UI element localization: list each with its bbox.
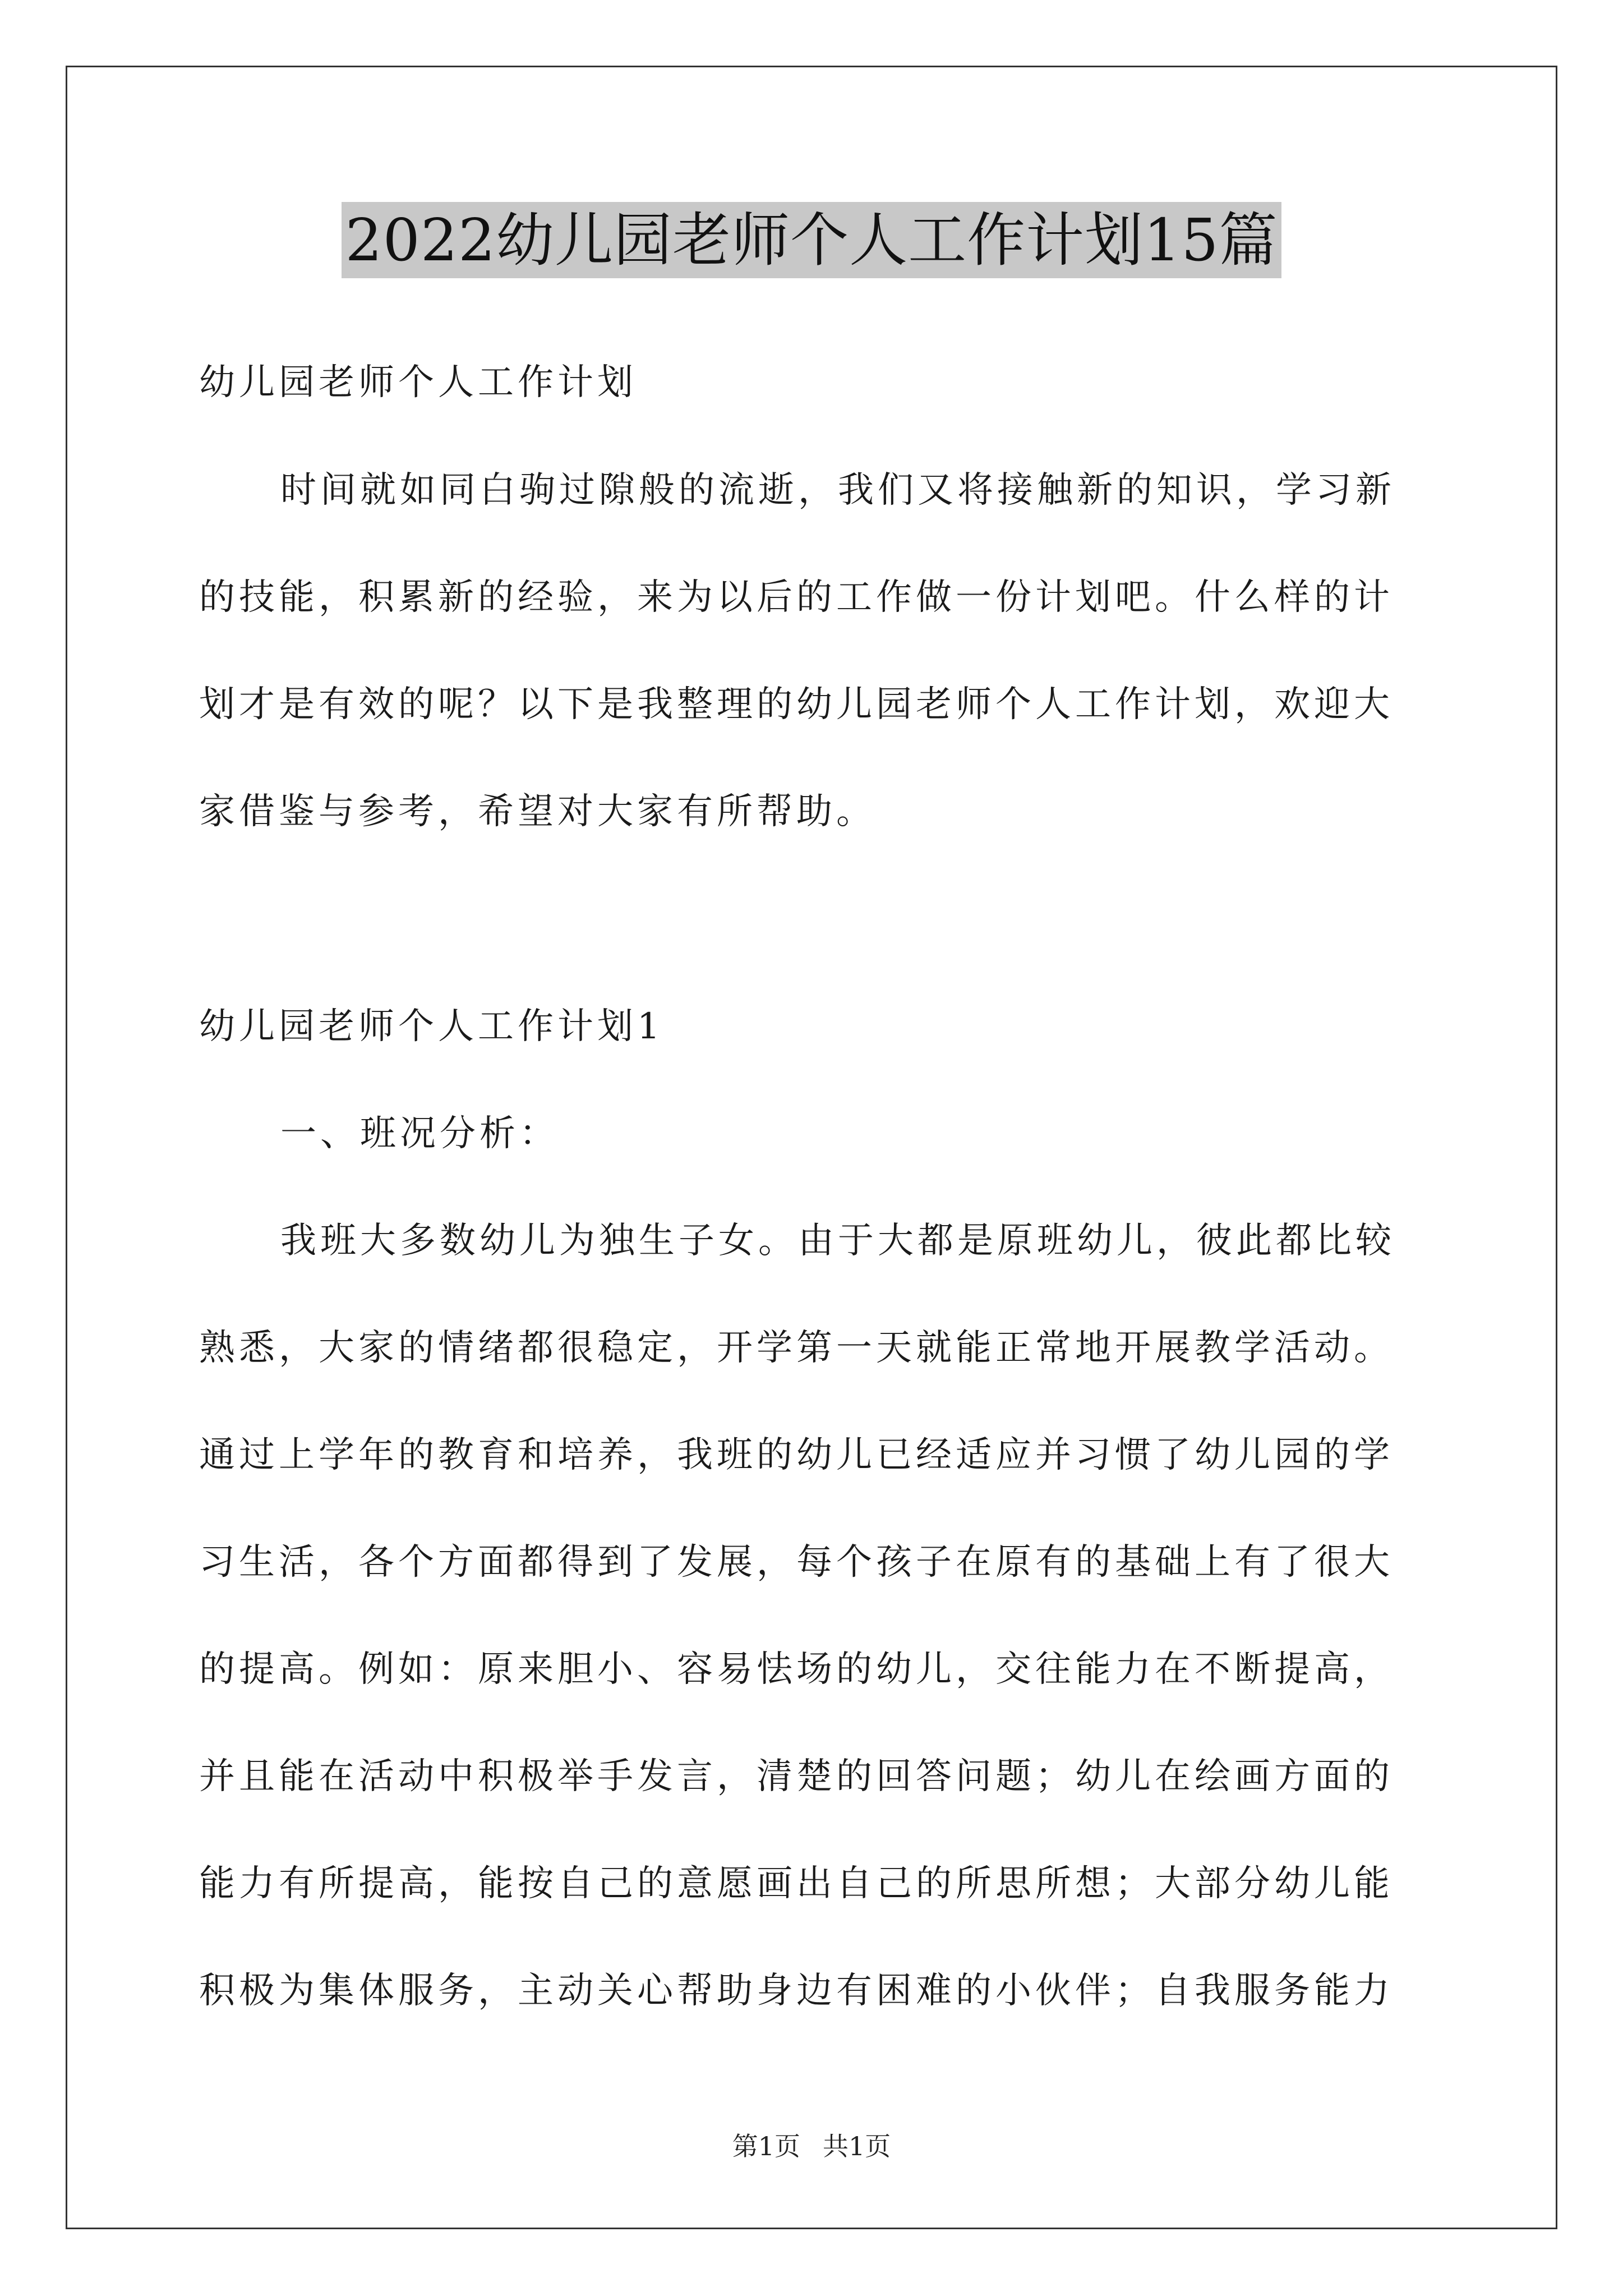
- paragraph-line: 的提高。例如：原来胆小、容易怯场的幼儿，交往能力在不断提高，: [199, 1649, 1394, 1690]
- subsection-heading: 一、班况分析：: [280, 1113, 559, 1154]
- page-number: 第1页: [732, 2131, 800, 2161]
- paragraph-line: 家借鉴与参考，希望对大家有所帮助。: [199, 791, 876, 832]
- title-container: [0, 202, 1623, 278]
- paragraph-line: 熟悉，大家的情绪都很稳定，开学第一天就能正常地开展教学活动。: [199, 1327, 1394, 1369]
- paragraph-line: 习生活，各个方面都得到了发展，每个孩子在原有的基础上有了很大: [199, 1542, 1394, 1583]
- section-heading-intro: 幼儿园老师个人工作计划: [199, 362, 637, 403]
- document-title: 2022幼儿园老师个人工作计划15篇: [342, 202, 1281, 278]
- page-total: 共1页: [823, 2131, 891, 2161]
- paragraph-line: 并且能在活动中积极举手发言，清楚的回答问题；幼儿在绘画方面的: [199, 1756, 1394, 1797]
- paragraph-line: 积极为集体服务，主动关心帮助身边有困难的小伙伴；自我服务能力: [199, 1970, 1394, 2012]
- section-heading-plan-1: 幼儿园老师个人工作计划1: [199, 1006, 664, 1047]
- paragraph-line: 通过上学年的教育和培养，我班的幼儿已经适应并习惯了幼儿园的学: [199, 1434, 1394, 1476]
- paragraph-line: 能力有所提高，能按自己的意愿画出自己的所思所想；大部分幼儿能: [199, 1863, 1394, 1904]
- paragraph-line: 的技能，积累新的经验，来为以后的工作做一份计划吧。什么样的计: [199, 577, 1394, 618]
- paragraph-line: 时间就如同白驹过隙般的流逝，我们又将接触新的知识，学习新: [280, 470, 1395, 511]
- page-footer: [0, 2126, 1623, 2163]
- paragraph-line: 划才是有效的呢？以下是我整理的幼儿园老师个人工作计划，欢迎大: [199, 684, 1394, 725]
- paragraph-line: 我班大多数幼儿为独生子女。由于大都是原班幼儿，彼此都比较: [280, 1220, 1395, 1262]
